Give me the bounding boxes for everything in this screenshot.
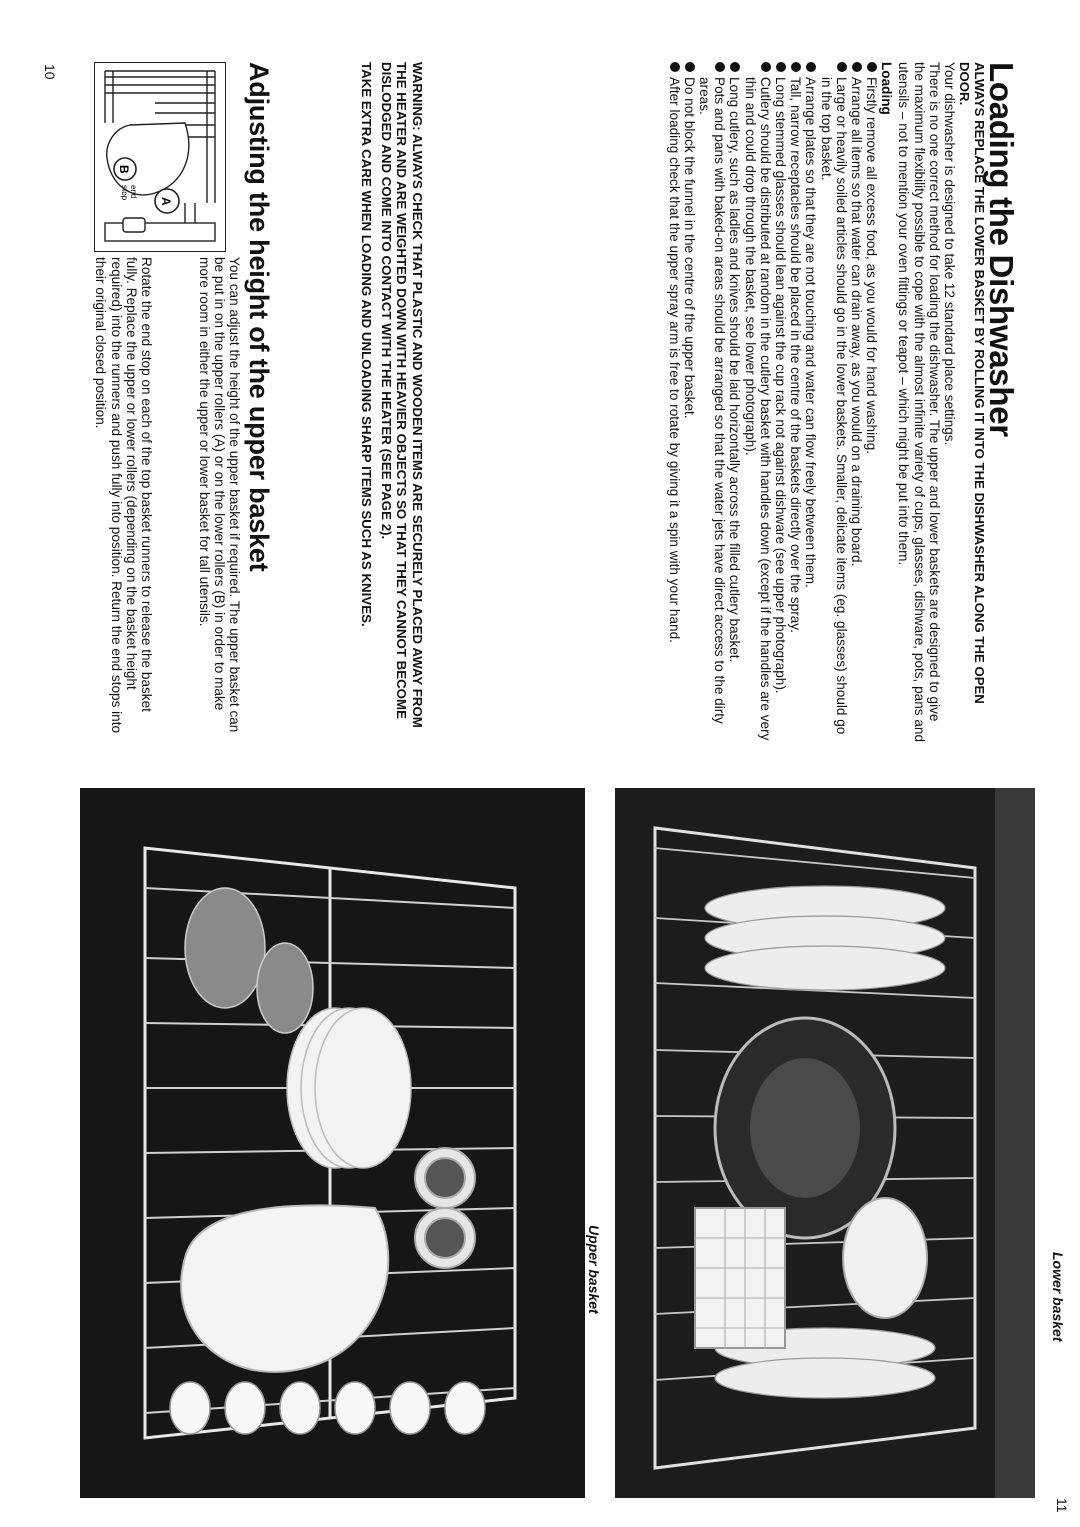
list-item-text: Pots and pans with baked-on areas should be arranged so that the water jets have direct access to the dirty areas. [696, 77, 728, 724]
list-item [864, 62, 879, 742]
list-item [788, 62, 803, 742]
bullet-icon [730, 62, 740, 72]
label-stop: stop [120, 185, 129, 201]
page-number-left: 10 [42, 64, 58, 80]
bullet-icon [806, 62, 816, 72]
lower-basket-photo [615, 788, 1035, 1498]
page-10 [0, 0, 1080, 745]
list-item-text: Do not block the funnel in the centre of the upper basket. [681, 77, 697, 419]
loading-heading: Loading [879, 62, 895, 115]
page-title: Loading the Dishwasher [983, 62, 1020, 437]
list-item [773, 62, 788, 742]
page-11 [0, 760, 1080, 1527]
sharp-items-warning: TAKE EXTRA CARE WHEN LOADING AND UNLOADING SHARP ITEMS SUCH AS KNIVES. [359, 62, 375, 627]
upper-basket-caption: Upper basket [586, 1225, 602, 1314]
lower-basket-illustration [615, 788, 1035, 1498]
section-title: Adjusting the height of the upper basket [244, 62, 274, 572]
list-item [818, 62, 848, 742]
list-item-text: Cutlery should be distributed at random in the cutlery basket with handles down (except if the handles are very thin and could drop through the basket, see lower photograph). [742, 77, 773, 741]
label-a: A [159, 197, 173, 206]
list-item-text: Arrange all items so that water can drain away, as you would on a draining board. [848, 77, 864, 567]
intro-block [666, 62, 987, 742]
intro-paragraph-1: Your dishwasher is designed to take 12 standard place settings. [942, 62, 957, 446]
lower-basket-caption: Lower basket [1050, 1252, 1066, 1342]
bullet-icon [776, 62, 786, 72]
list-item-text: Firstly remove all excess food, as you would for hand washing. [864, 77, 880, 455]
loading-list [666, 62, 879, 742]
warning-block [355, 62, 425, 752]
list-item-text: Tall, narrow receptacles should be placed in the centre of the baskets directly over the spray. [788, 77, 804, 633]
adjust-paragraph-1: You can adjust the height of the upper basket if required. The upper basket can be put in on the upper rollers (A) or on the lower rollers (B) in order to make more room in either the upper or lower basket for tall utensils. [196, 257, 242, 733]
list-item [742, 62, 772, 742]
upper-basket-illustration [80, 788, 585, 1498]
bullet-icon [852, 62, 862, 72]
adjust-paragraph-block [196, 257, 242, 742]
list-item [682, 62, 697, 742]
bullet-icon [685, 62, 695, 72]
bullet-icon [761, 62, 771, 72]
label-b: B [117, 165, 131, 174]
list-item [803, 62, 818, 742]
list-item-text: Arrange plates so that they are not touching and water can flow freely between them. [803, 77, 819, 588]
list-item [666, 62, 681, 742]
bullet-icon [715, 62, 725, 72]
list-item [697, 62, 727, 742]
label-end: end [129, 185, 138, 199]
bullet-icon [791, 62, 801, 72]
list-item-text: Long cutlery, such as ladles and knives should be laid horizontally across the filled cutlery basket. [727, 77, 743, 663]
bullet-icon [837, 62, 847, 72]
list-item [849, 62, 864, 742]
list-item [727, 62, 742, 742]
list-item-text: Long stemmed glasses should lean against the cup rack not against dishware (see upper photograph). [772, 77, 788, 694]
list-item-text: After loading check that the upper spray arm is free to rotate by giving it a spin with your hand. [666, 77, 682, 643]
bullet-icon [670, 62, 680, 72]
list-item-text: Large or heavily soiled articles should go in the lower baskets. Smaller, delicate items (eg. glasses) should go in the top basket. [818, 77, 849, 735]
bullet-icon [867, 62, 877, 72]
adjust-paragraph-2: Rotate the end stop on each of the top basket runners to release the basket fully. Replace the upper or lower rollers (depending on the basket height required) into the runners and push fully into position. Return the end stops into their original closed position. [93, 257, 154, 734]
warning-text: WARNING: ALWAYS CHECK THAT PLASTIC AND WOODEN ITEMS ARE SECURELY PLACED AWAY FROM THE HEATER AND ARE WEIGHTED DOWN WITH HEAVIER OBJECTS SO THAT THEY CANNOT BECOME DISLODGED AND COME INTO CONTACT WITH THE HEATER (SEE PAGE 2). [378, 62, 425, 728]
lower-basket-note: ALWAYS REPLACE THE LOWER BASKET BY ROLLING IT INTO THE DISHWASHER ALONG THE OPEN DOOR. [957, 62, 987, 704]
upper-basket-photo [80, 788, 585, 1498]
page-number-right: 11 [1054, 1498, 1070, 1513]
intro-paragraph-2: There is no one correct method for loading the dishwasher. The upper and lower baskets are designed to give the maximum flexibility possible to cope with the almost infinite variety of cups, glasses, dishware, pots, pans and utensils – not to mention your oven fittings or teapot – which might be put into them. [896, 62, 942, 743]
